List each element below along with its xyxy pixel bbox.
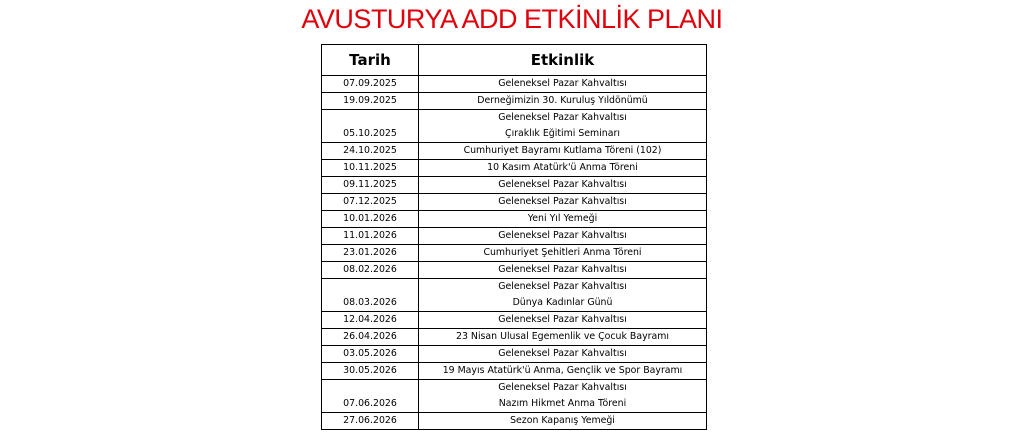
event-line: Sezon Kapanış Yemeği: [510, 415, 615, 426]
event-cell: [419, 346, 707, 363]
event-line: 19 Mayıs Atatürk'ü Anma, Gençlik ve Spor Bayramı: [442, 365, 683, 376]
event-line: Geleneksel Pazar Kahvaltısı: [498, 196, 627, 207]
event-line: Yeni Yıl Yemeği: [527, 213, 598, 224]
date-cell: 08.02.2026: [322, 262, 419, 279]
date-cell: 08.03.2026: [322, 279, 419, 312]
event-line: Geleneksel Pazar Kahvaltısı: [498, 78, 627, 89]
event-cell: [419, 93, 707, 110]
event-line: Geleneksel Pazar Kahvaltısı: [498, 382, 627, 393]
event-line: Geleneksel Pazar Kahvaltısı: [498, 348, 627, 359]
table-row: [322, 262, 707, 279]
table-row: [322, 245, 707, 262]
date-cell: 19.09.2025: [322, 93, 419, 110]
table-row: [322, 380, 707, 413]
event-line: Cumhuriyet Bayramı Kutlama Töreni (102): [463, 145, 662, 156]
event-line: Nazım Hikmet Anma Töreni: [498, 398, 627, 409]
event-line: Derneğimizin 30. Kuruluş Yıldönümü: [477, 95, 648, 106]
date-cell: 10.11.2025: [322, 160, 419, 177]
date-cell: 07.06.2026: [322, 380, 419, 413]
date-cell: 03.05.2026: [322, 346, 419, 363]
event-cell: [419, 143, 707, 160]
date-cell: 07.09.2025: [322, 76, 419, 93]
table-row: [322, 177, 707, 194]
event-plan-table: [321, 44, 707, 430]
event-line: Geleneksel Pazar Kahvaltısı: [498, 179, 627, 190]
event-cell: [419, 194, 707, 211]
event-cell: [419, 363, 707, 380]
table-row: [322, 194, 707, 211]
column-header-event: Etkinlik: [419, 45, 707, 76]
date-cell: 10.01.2026: [322, 211, 419, 228]
event-line: Geleneksel Pazar Kahvaltısı: [498, 112, 627, 123]
table-row: [322, 413, 707, 430]
event-cell: [419, 110, 707, 143]
event-cell: [419, 177, 707, 194]
event-cell: [419, 329, 707, 346]
event-cell: [419, 245, 707, 262]
event-line: Geleneksel Pazar Kahvaltısı: [498, 264, 627, 275]
date-cell: 30.05.2026: [322, 363, 419, 380]
date-cell: 27.06.2026: [322, 413, 419, 430]
event-cell: [419, 211, 707, 228]
table-row: [322, 76, 707, 93]
date-cell: 24.10.2025: [322, 143, 419, 160]
event-cell: [419, 312, 707, 329]
table-header-row: [322, 45, 707, 76]
table-row: [322, 93, 707, 110]
table-row: [322, 143, 707, 160]
date-cell: 11.01.2026: [322, 228, 419, 245]
event-line: Geleneksel Pazar Kahvaltısı: [498, 230, 627, 241]
table-row: [322, 346, 707, 363]
table-row: [322, 110, 707, 143]
event-line: Geleneksel Pazar Kahvaltısı: [498, 314, 627, 325]
date-cell: 12.04.2026: [322, 312, 419, 329]
table-row: [322, 228, 707, 245]
event-cell: [419, 76, 707, 93]
date-cell: 05.10.2025: [322, 110, 419, 143]
event-line: Çıraklık Eğitimi Seminarı: [505, 128, 620, 139]
event-cell: [419, 262, 707, 279]
date-cell: 26.04.2026: [322, 329, 419, 346]
event-line: Dünya Kadınlar Günü: [512, 297, 613, 308]
table-row: [322, 279, 707, 312]
table-row: [322, 211, 707, 228]
table-body: [322, 76, 707, 430]
event-line: 23 Nisan Ulusal Egemenlik ve Çocuk Bayramı: [456, 331, 669, 342]
page-title: AVUSTURYA ADD ETKİNLİK PLANI: [301, 4, 723, 34]
table-row: [322, 329, 707, 346]
event-cell: [419, 279, 707, 312]
event-line: 10 Kasım Atatürk'ü Anma Töreni: [487, 162, 638, 173]
table-row: [322, 312, 707, 329]
event-line: Cumhuriyet Şehitleri Anma Töreni: [483, 247, 642, 258]
event-cell: [419, 413, 707, 430]
event-cell: [419, 160, 707, 177]
date-cell: 09.11.2025: [322, 177, 419, 194]
table-row: [322, 160, 707, 177]
table-row: [322, 363, 707, 380]
date-cell: 23.01.2026: [322, 245, 419, 262]
column-header-date: Tarih: [322, 45, 419, 76]
event-cell: [419, 228, 707, 245]
date-cell: 07.12.2025: [322, 194, 419, 211]
event-line: Geleneksel Pazar Kahvaltısı: [498, 281, 627, 292]
event-cell: [419, 380, 707, 413]
